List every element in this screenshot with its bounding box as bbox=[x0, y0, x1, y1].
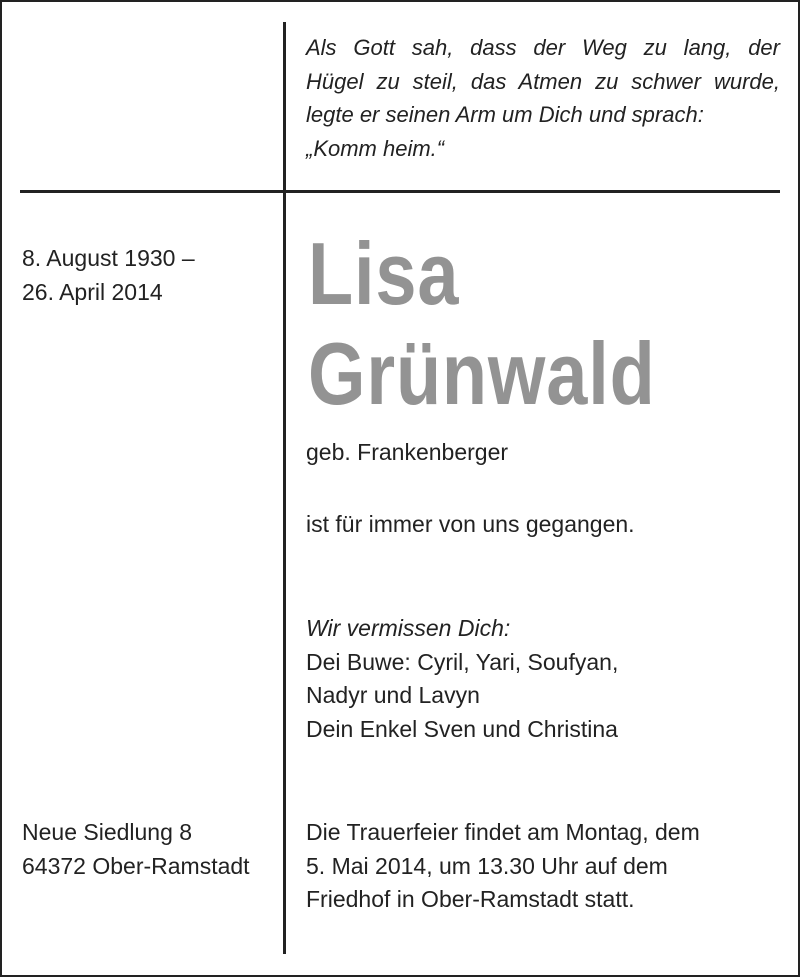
quote-line: Als Gott sah, dass der Weg zu lang, der bbox=[306, 35, 780, 60]
quote-line: legte er seinen Arm um Dich und sprach: bbox=[306, 102, 704, 127]
quote-line: „Komm heim.“ bbox=[306, 135, 445, 161]
address-street: Neue Siedlung 8 bbox=[22, 819, 193, 845]
death-date: 26. April 2014 bbox=[22, 278, 163, 305]
cross-horizontal-line bbox=[20, 190, 780, 193]
funeral-line: Friedhof in Ober-Ramstadt statt. bbox=[306, 886, 635, 912]
mourners bbox=[306, 612, 618, 746]
statement: ist für immer von uns gegangen. bbox=[306, 511, 635, 537]
cross-vertical-line bbox=[283, 22, 286, 954]
quote bbox=[306, 31, 780, 165]
maiden-name: geb. Frankenberger bbox=[306, 439, 509, 465]
last-name: Grünwald bbox=[308, 324, 656, 423]
birth-date: 8. August 1930 – bbox=[22, 245, 195, 271]
address-city: 64372 Ober-Ramstadt bbox=[22, 852, 250, 879]
mourners-line: Nadyr und Lavyn bbox=[306, 682, 480, 708]
funeral-info bbox=[306, 816, 700, 917]
funeral-line: Die Trauerfeier findet am Montag, dem bbox=[306, 819, 700, 845]
life-dates bbox=[22, 242, 195, 309]
mourners-line: Dei Buwe: Cyril, Yari, Soufyan, bbox=[306, 648, 619, 675]
mourners-heading: Wir vermissen Dich: bbox=[306, 615, 511, 641]
first-name: Lisa bbox=[308, 224, 460, 323]
funeral-line: 5. Mai 2014, um 13.30 Uhr auf dem bbox=[306, 852, 668, 879]
quote-line: Hügel zu steil, das Atmen zu schwer wurde, bbox=[306, 68, 780, 94]
address bbox=[22, 816, 250, 883]
mourners-line: Dein Enkel Sven und Christina bbox=[306, 715, 618, 742]
